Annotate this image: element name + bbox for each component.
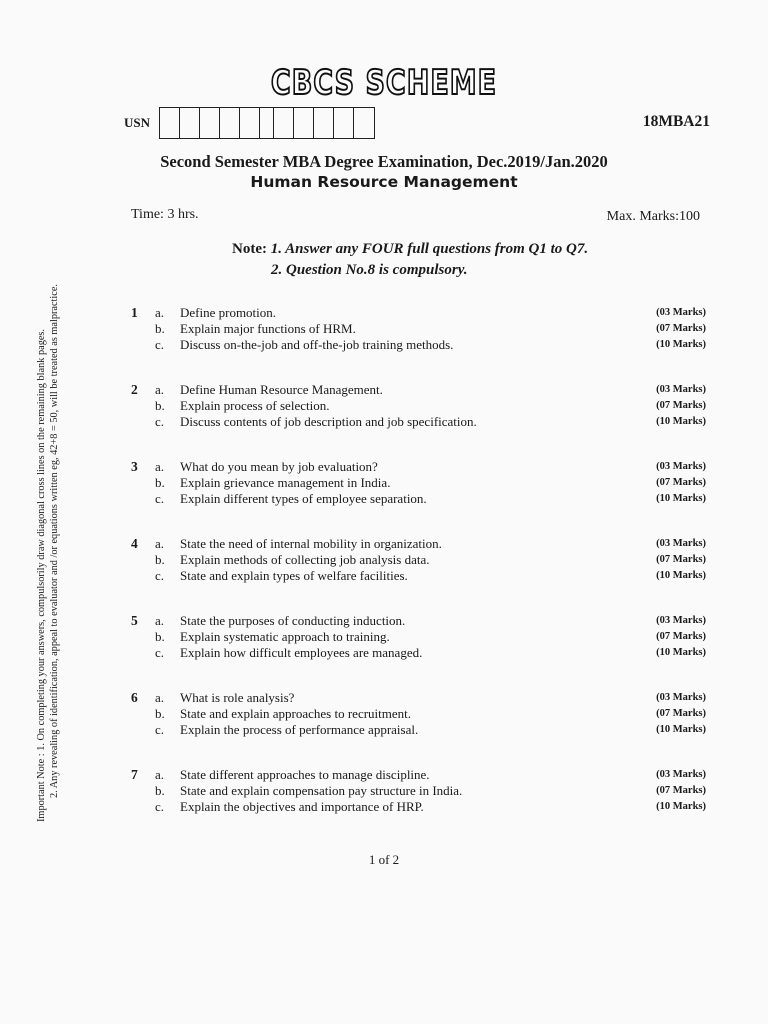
subject-title: Human Resource Management bbox=[250, 173, 518, 191]
part-label: a. bbox=[155, 382, 165, 397]
question-block bbox=[0, 767, 768, 844]
question-number: 3 bbox=[131, 459, 138, 474]
usn-box-gap bbox=[260, 108, 274, 138]
question-block bbox=[0, 459, 768, 536]
question-block bbox=[0, 690, 768, 767]
part-text: State and explain compensation pay structure in India. bbox=[180, 783, 463, 798]
part-text: Explain process of selection. bbox=[180, 398, 330, 413]
part-marks: (07 Marks) bbox=[656, 708, 706, 719]
part-label: a. bbox=[155, 459, 165, 474]
part-marks: (07 Marks) bbox=[656, 477, 706, 488]
usn-box bbox=[314, 108, 334, 138]
question-part bbox=[0, 398, 768, 414]
part-marks: (07 Marks) bbox=[656, 785, 706, 796]
part-text: State the purposes of conducting induction. bbox=[180, 613, 406, 628]
part-label: c. bbox=[155, 568, 165, 583]
part-text: Define promotion. bbox=[180, 305, 277, 320]
part-label: c. bbox=[155, 722, 165, 737]
part-text: Explain methods of collecting job analysis data. bbox=[180, 552, 430, 567]
part-marks: (07 Marks) bbox=[656, 631, 706, 642]
part-label: c. bbox=[155, 414, 165, 429]
part-text: What do you mean by job evaluation? bbox=[180, 459, 378, 474]
question-part bbox=[0, 722, 768, 738]
question-part bbox=[0, 382, 768, 398]
part-label: b. bbox=[155, 629, 165, 644]
part-label: a. bbox=[155, 767, 165, 782]
part-label: a. bbox=[155, 305, 165, 320]
question-part bbox=[0, 321, 768, 337]
question-part bbox=[0, 690, 768, 706]
question-part bbox=[0, 552, 768, 568]
note-line-1 bbox=[232, 239, 588, 260]
part-text: State the need of internal mobility in organization. bbox=[180, 536, 442, 551]
part-text: Explain the process of performance appraisal. bbox=[180, 722, 419, 737]
part-marks: (10 Marks) bbox=[656, 493, 706, 504]
part-text: State different approaches to manage discipline. bbox=[180, 767, 430, 782]
part-label: c. bbox=[155, 491, 165, 506]
part-marks: (10 Marks) bbox=[656, 339, 706, 350]
part-marks: (10 Marks) bbox=[656, 801, 706, 812]
question-number: 2 bbox=[131, 382, 138, 397]
part-label: b. bbox=[155, 321, 165, 336]
part-text: Explain different types of employee separation. bbox=[180, 491, 427, 506]
part-label: a. bbox=[155, 690, 165, 705]
usn-label: USN bbox=[124, 115, 151, 130]
question-part bbox=[0, 337, 768, 353]
question-part bbox=[0, 629, 768, 645]
usn-box bbox=[354, 108, 374, 138]
part-marks: (10 Marks) bbox=[656, 416, 706, 427]
part-marks: (07 Marks) bbox=[656, 554, 706, 565]
part-marks: (10 Marks) bbox=[656, 570, 706, 581]
part-text: State and explain approaches to recruitment. bbox=[180, 706, 412, 721]
part-label: a. bbox=[155, 613, 165, 628]
part-marks: (03 Marks) bbox=[656, 538, 706, 549]
question-block bbox=[0, 305, 768, 382]
part-text: Explain major functions of HRM. bbox=[180, 321, 356, 336]
max-marks: Max. Marks:100 bbox=[606, 209, 700, 224]
question-part bbox=[0, 767, 768, 783]
question-list bbox=[0, 305, 768, 844]
note-text-1: 1. Answer any FOUR full questions from Q1 to Q7. bbox=[270, 241, 589, 257]
question-number: 6 bbox=[131, 690, 138, 705]
part-text: State and explain types of welfare facilities. bbox=[180, 568, 408, 583]
usn-box bbox=[240, 108, 260, 138]
question-number: 1 bbox=[131, 305, 138, 320]
question-part bbox=[0, 706, 768, 722]
part-text: Discuss on-the-job and off-the-job training methods. bbox=[180, 337, 454, 352]
question-part bbox=[0, 491, 768, 507]
part-label: a. bbox=[155, 536, 165, 551]
part-marks: (03 Marks) bbox=[656, 307, 706, 318]
part-marks: (10 Marks) bbox=[656, 647, 706, 658]
question-part bbox=[0, 568, 768, 584]
time-allowed: Time: 3 hrs. bbox=[131, 207, 199, 222]
part-text: What is role analysis? bbox=[180, 690, 295, 705]
part-text: Explain the objectives and importance of HRP. bbox=[180, 799, 424, 814]
question-part bbox=[0, 613, 768, 629]
question-part bbox=[0, 305, 768, 321]
part-label: c. bbox=[155, 799, 165, 814]
question-part bbox=[0, 783, 768, 799]
part-label: b. bbox=[155, 552, 165, 567]
usn-box bbox=[274, 108, 294, 138]
note-line-2 bbox=[232, 260, 588, 281]
question-number: 7 bbox=[131, 767, 138, 782]
part-marks: (07 Marks) bbox=[656, 400, 706, 411]
usn-box bbox=[220, 108, 240, 138]
question-block bbox=[0, 382, 768, 459]
question-block bbox=[0, 613, 768, 690]
note-text-2: 2. Question No.8 is compulsory. bbox=[271, 262, 468, 278]
part-label: b. bbox=[155, 706, 165, 721]
usn-box bbox=[200, 108, 220, 138]
question-part bbox=[0, 475, 768, 491]
part-marks: (03 Marks) bbox=[656, 461, 706, 472]
part-text: Explain systematic approach to training. bbox=[180, 629, 390, 644]
usn-row bbox=[124, 106, 375, 140]
question-number: 5 bbox=[131, 613, 138, 628]
paper-code: 18MBA21 bbox=[642, 113, 710, 130]
part-marks: (03 Marks) bbox=[656, 615, 706, 626]
part-marks: (03 Marks) bbox=[656, 769, 706, 780]
part-label: b. bbox=[155, 475, 165, 490]
exam-title: Second Semester MBA Degree Examination, Dec.2019/Jan.2020 bbox=[160, 152, 608, 171]
scheme-stamp: CBCS SCHEME bbox=[270, 64, 498, 103]
question-part bbox=[0, 459, 768, 475]
part-label: b. bbox=[155, 398, 165, 413]
part-text: Explain grievance management in India. bbox=[180, 475, 391, 490]
side-note-line-1: Important Note : 1. On completing your answers, compulsorily draw diagonal cross lines on the remaining blank pages. bbox=[36, 329, 47, 822]
part-marks: (03 Marks) bbox=[656, 384, 706, 395]
part-label: c. bbox=[155, 337, 165, 352]
question-block bbox=[0, 536, 768, 613]
note-lead: Note: bbox=[232, 241, 267, 257]
usn-box bbox=[160, 108, 180, 138]
question-part bbox=[0, 799, 768, 815]
instructions-note bbox=[232, 239, 588, 281]
part-marks: (03 Marks) bbox=[656, 692, 706, 703]
question-part bbox=[0, 645, 768, 661]
part-marks: (07 Marks) bbox=[656, 323, 706, 334]
question-number: 4 bbox=[131, 536, 138, 551]
usn-box bbox=[294, 108, 314, 138]
question-part bbox=[0, 414, 768, 430]
usn-box bbox=[180, 108, 200, 138]
part-text: Define Human Resource Management. bbox=[180, 382, 383, 397]
part-text: Discuss contents of job description and job specification. bbox=[180, 414, 477, 429]
usn-box bbox=[334, 108, 354, 138]
question-part bbox=[0, 536, 768, 552]
part-text: Explain how difficult employees are managed. bbox=[180, 645, 423, 660]
page-number: 1 of 2 bbox=[368, 852, 400, 867]
part-marks: (10 Marks) bbox=[656, 724, 706, 735]
side-note-line-2: 2. Any revealing of identification, appeal to evaluator and /or equations written eg, 42+8 = 50, will be treated as malpractice. bbox=[49, 284, 60, 798]
usn-boxes bbox=[159, 107, 375, 139]
part-label: b. bbox=[155, 783, 165, 798]
part-label: c. bbox=[155, 645, 165, 660]
